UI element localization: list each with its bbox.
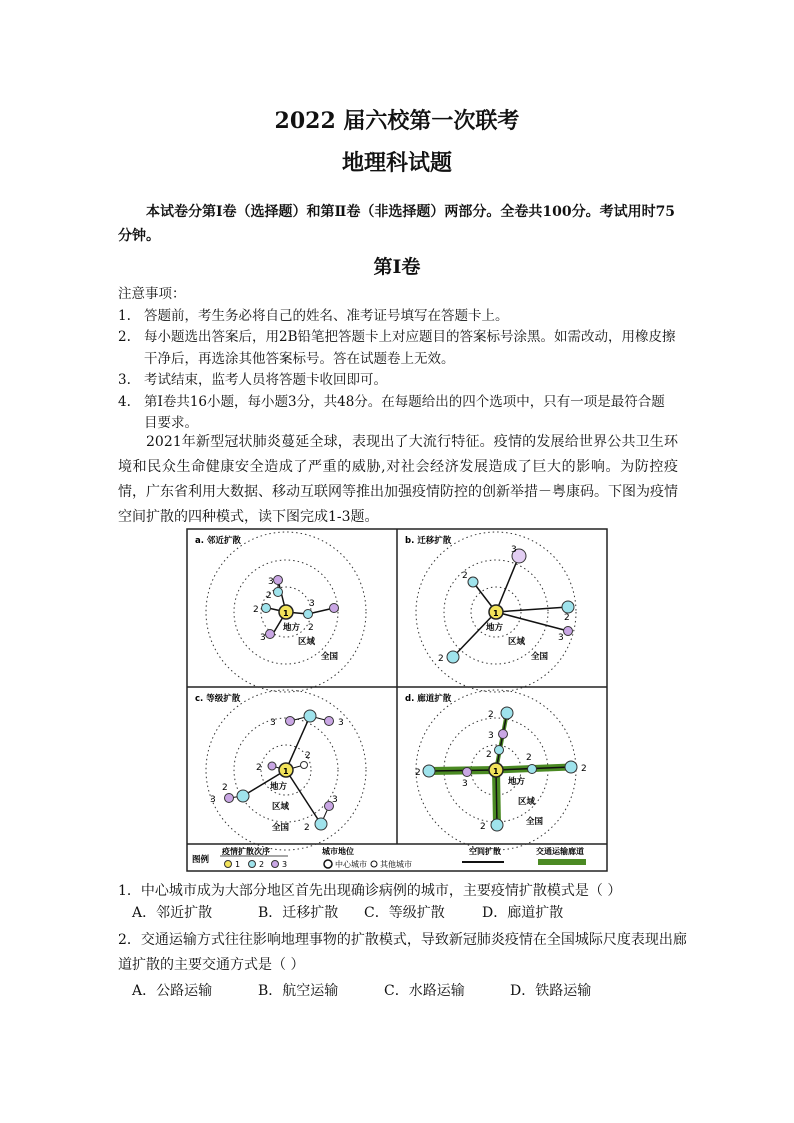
svg-text:1: 1	[235, 860, 241, 869]
node-order-2	[447, 651, 459, 663]
svg-text:3: 3	[558, 633, 564, 643]
label-nation: 全国	[531, 652, 549, 662]
svg-text:3: 3	[270, 718, 276, 728]
node-order-2	[495, 746, 504, 755]
svg-text:2: 2	[488, 710, 494, 720]
exam-title: 2022 届六校第一次联考	[274, 108, 520, 134]
reading-passage: 2021年新型冠状肺炎蔓延全球，表现出了大流行特征。疫情的发展给世界公共卫生环境和民众生命健康安全造成了严重的威胁,对社会经济发展造成了巨大的影响。为防控疫情，广东省利用大数据、移动互联网等推出加强疫情防控的创新举措－粤康码。下图为疫情空间扩散的四种模式，读下图完成1-3题。	[118, 434, 678, 525]
svg-text:2: 2	[564, 613, 570, 623]
option-b[interactable]: B．迁移扩散	[258, 905, 339, 921]
svg-text:1: 1	[283, 767, 289, 776]
svg-text:2: 2	[222, 783, 228, 793]
node-order-2	[315, 818, 327, 830]
question-1-stem: 1．中心城市成为大部分地区首先出现确诊病例的城市，主要疫情扩散模式是（ ）	[118, 883, 622, 899]
option-c[interactable]: C．等级扩散	[364, 905, 445, 921]
exam-subtitle: 地理科试题	[341, 150, 452, 176]
node-order-2	[491, 819, 503, 831]
option-b[interactable]: B．航空运输	[258, 983, 339, 999]
node-order-3	[325, 717, 334, 726]
node-order-3	[268, 762, 276, 770]
node-order-3	[463, 768, 472, 777]
panel-d-title: d. 廊道扩散	[405, 694, 452, 704]
label-region: 区域	[298, 637, 316, 647]
svg-text:中心城市: 中心城市	[335, 860, 367, 869]
svg-text:3: 3	[332, 795, 338, 805]
legend-corridor-label: 交通运输廊道	[536, 847, 584, 856]
exam-intro: 本试卷分第Ⅰ卷（选择题）和第Ⅱ卷（非选择题）两部分。全卷共100分。考试用时75分钟。	[118, 204, 676, 244]
option-a[interactable]: A．邻近扩散	[132, 905, 213, 921]
svg-text:1: 1	[283, 609, 289, 618]
part-title: 第Ⅰ卷	[373, 256, 421, 278]
legend-center-city	[324, 860, 332, 868]
notes-list	[118, 306, 678, 435]
svg-text:1: 1	[493, 609, 499, 618]
svg-text:3: 3	[462, 779, 468, 789]
legend-city-label: 城市地位	[322, 847, 354, 856]
svg-text:2: 2	[256, 763, 262, 773]
svg-text:2: 2	[308, 623, 314, 633]
node-order-2	[304, 610, 313, 619]
notes-heading: 注意事项：	[118, 286, 186, 302]
node-order-2	[274, 588, 283, 597]
svg-text:2: 2	[415, 768, 421, 778]
node-order-3	[225, 794, 234, 803]
svg-text:2: 2	[438, 654, 444, 664]
note-item	[118, 327, 678, 370]
label-region: 区域	[518, 797, 536, 807]
node-order-2	[565, 761, 577, 773]
node-order-2	[423, 765, 435, 777]
note-item	[118, 370, 678, 392]
svg-text:3: 3	[309, 599, 315, 609]
note-number: 1.	[118, 307, 131, 324]
label-local: 地方	[270, 782, 288, 792]
node-order-2	[501, 707, 513, 719]
svg-text:2: 2	[259, 860, 265, 869]
question-2	[118, 928, 688, 1004]
legend-title: 图例	[192, 855, 210, 865]
label-local: 地方	[283, 623, 301, 633]
diffusion-figure	[186, 528, 608, 872]
svg-text:2: 2	[462, 571, 468, 581]
node-order-3	[499, 730, 508, 739]
panel-b-title: b. 迁移扩散	[405, 536, 452, 546]
legend-corridor-swatch	[538, 859, 586, 865]
label-nation: 全国	[321, 652, 339, 662]
note-number: 2.	[118, 329, 131, 345]
note-text: 每小题选出答案后，用2B铅笔把答题卡上对应题目的答案标号涂黑。如需改动，用橡皮擦干净后，再选涂其他答案标号。答在试题卷上无效。	[144, 329, 676, 367]
svg-text:2: 2	[526, 753, 532, 763]
option-a[interactable]: A．公路运输	[132, 983, 213, 999]
node-order-2	[468, 577, 478, 587]
question-1-options	[118, 902, 688, 924]
node-order-3	[330, 604, 339, 613]
label-nation: 全国	[526, 817, 544, 827]
svg-text:3: 3	[210, 795, 216, 805]
svg-text:2: 2	[480, 822, 486, 832]
node-order-2	[528, 765, 537, 774]
note-number: 4.	[118, 393, 131, 410]
svg-text:2: 2	[253, 605, 259, 615]
legend-order-1	[225, 861, 232, 868]
svg-text:3: 3	[260, 633, 266, 643]
node-order-3	[286, 717, 295, 726]
label-region: 区域	[508, 637, 526, 647]
note-item	[118, 392, 678, 435]
svg-text:3: 3	[511, 545, 517, 555]
label-nation: 全国	[272, 823, 290, 833]
node-order-2	[262, 604, 271, 613]
label-local: 地方	[486, 623, 504, 633]
note-item	[118, 306, 678, 328]
node-other	[301, 762, 308, 769]
note-text: 答题前，考生务必将自己的姓名、准考证号填写在答题卡上。	[144, 307, 509, 324]
svg-text:3: 3	[488, 731, 494, 741]
option-d[interactable]: D．廊道扩散	[482, 905, 564, 921]
note-number: 3.	[118, 372, 131, 388]
svg-text:2: 2	[266, 591, 272, 601]
panel-a-title: a. 邻近扩散	[195, 536, 241, 546]
legend-order-label: 疫情扩散次序	[222, 847, 270, 856]
label-local: 地方	[508, 777, 526, 787]
legend-order-2	[249, 861, 256, 868]
node-order-3	[274, 576, 283, 585]
node-order-2	[237, 790, 249, 802]
node-order-2	[562, 601, 574, 613]
svg-text:1: 1	[493, 767, 499, 776]
diffusion-diagram	[186, 528, 608, 872]
question-1	[118, 880, 688, 924]
svg-text:3: 3	[268, 577, 274, 587]
node-order-3	[266, 630, 275, 639]
legend-other-city	[371, 861, 377, 867]
question-2-options	[118, 978, 688, 1004]
option-c[interactable]: C．水路运输	[384, 983, 465, 999]
svg-text:3: 3	[282, 860, 288, 869]
label-region: 区域	[272, 802, 290, 812]
legend-spread-label: 空间扩散	[469, 847, 501, 856]
svg-text:2: 2	[581, 764, 587, 774]
question-2-stem: 2．交通运输方式往往影响地理事物的扩散模式，导致新冠肺炎疫情在全国城际尺度表现出廊道扩散的主要交通方式是（ ）	[118, 932, 687, 973]
option-d[interactable]: D．铁路运输	[510, 983, 592, 999]
svg-text:3: 3	[338, 718, 344, 728]
legend-order-3	[272, 861, 279, 868]
note-text: 考试结束，监考人员将答题卡收回即可。	[144, 372, 387, 388]
svg-text:2: 2	[305, 751, 311, 761]
notes-section	[118, 284, 678, 435]
svg-text:2: 2	[304, 823, 310, 833]
note-text: 第Ⅰ卷共16小题，每小题3分，共48分。在每题给出的四个选项中，只有一项是最符合题目要求。	[144, 393, 665, 431]
node-order-2	[304, 710, 316, 722]
svg-text:其他城市: 其他城市	[380, 860, 412, 869]
panel-c-title: c. 等级扩散	[195, 694, 241, 704]
svg-text:2: 2	[486, 750, 492, 760]
node-order-3	[564, 627, 573, 636]
